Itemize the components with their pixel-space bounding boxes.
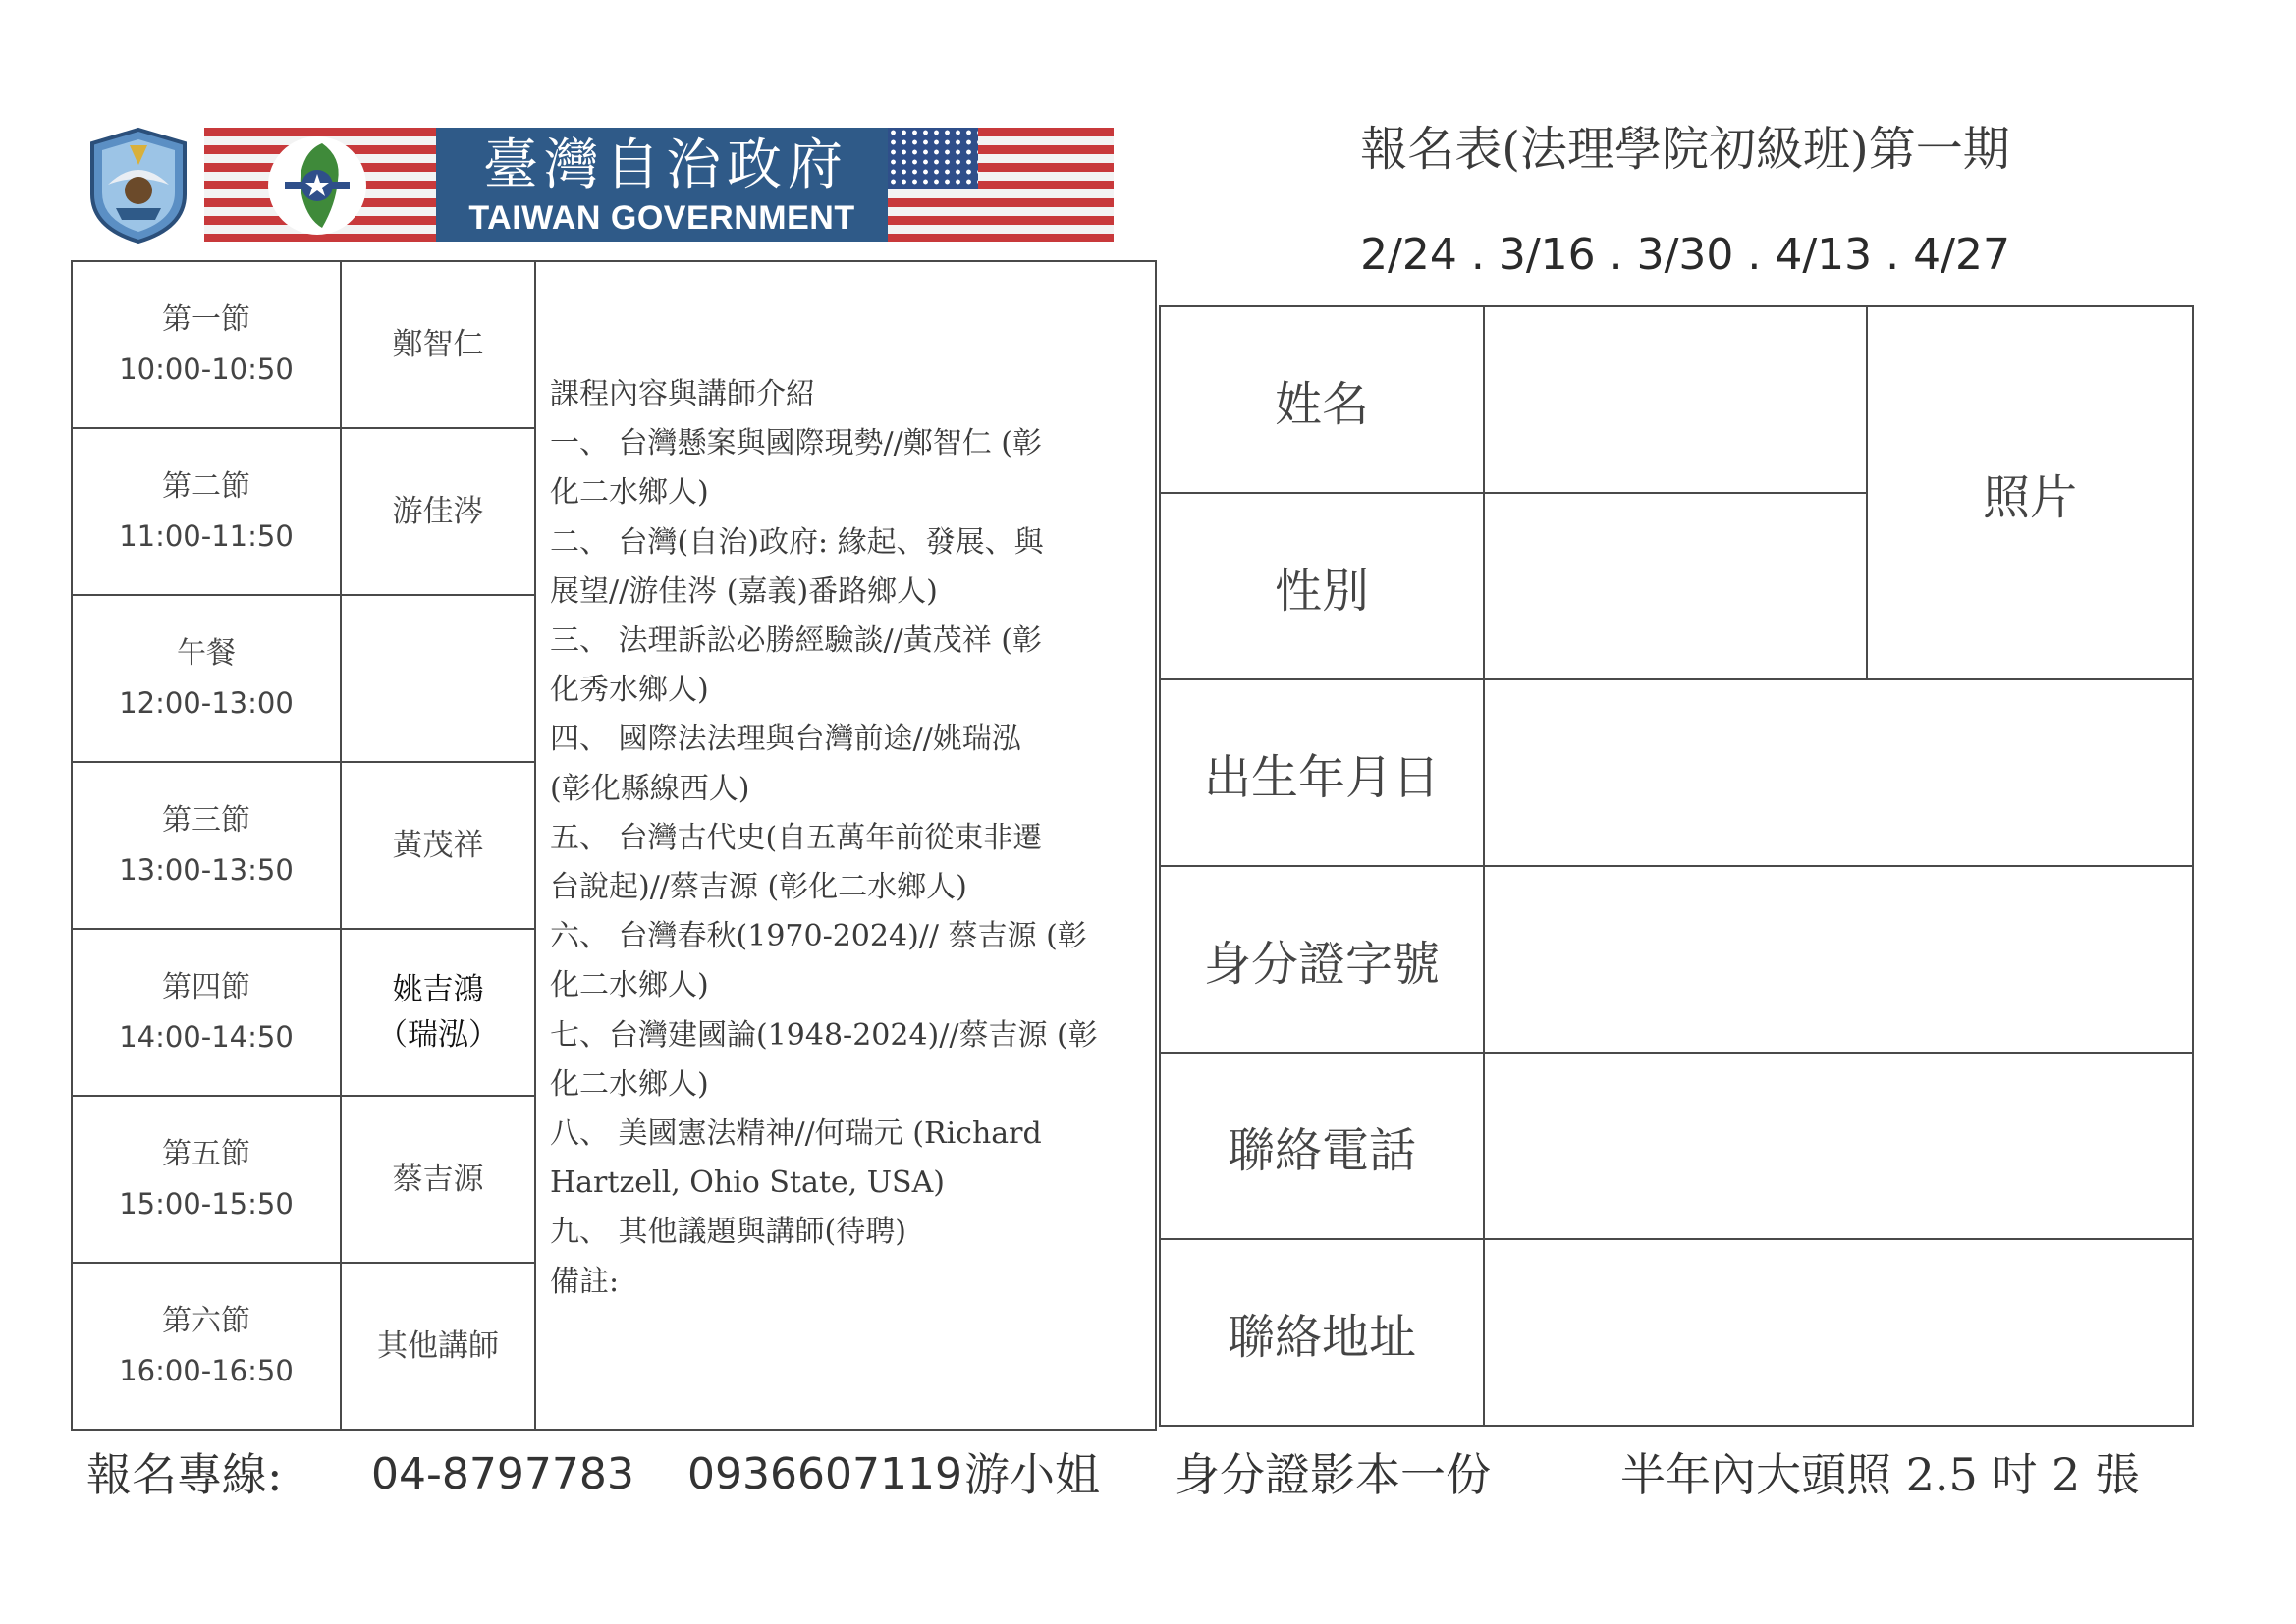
emblem-logo <box>86 126 191 245</box>
name-label: 姓名 <box>1160 306 1484 493</box>
banner-title-zh: 臺灣自治政府 <box>483 134 848 197</box>
hotline-phone-1: 04-8797783 <box>371 1449 634 1499</box>
flag-canton-stars <box>888 128 978 189</box>
content-line: 七、台灣建國論(1948-2024)//蔡吉源 (彰 <box>550 1017 1098 1053</box>
teacher-cell <box>341 1096 535 1263</box>
gender-label: 性別 <box>1160 493 1484 679</box>
content-line: 化秀水鄉人) <box>550 673 709 708</box>
reg-row-phone <box>1160 1053 2193 1239</box>
session-time: 16:00-16:50 <box>119 1354 294 1387</box>
session-time: 14:00-14:50 <box>119 1020 294 1054</box>
session-name: 第三節 <box>162 803 250 838</box>
class-dates: 2/24 . 3/16 . 3/30 . 4/13 . 4/27 <box>1360 230 2010 280</box>
teacher-cell <box>341 261 535 428</box>
teacher-cell <box>341 1263 535 1430</box>
content-line: 化二水鄉人) <box>550 968 709 1003</box>
session-cell <box>72 929 341 1096</box>
registration-table <box>1159 305 2194 1427</box>
teacher-name: 姚吉鴻 <box>392 972 484 1007</box>
content-line: 二、 台灣(自治)政府: 緣起、發展、與 <box>550 524 1044 560</box>
reg-row-address <box>1160 1239 2193 1426</box>
requirement-id-copy: 身分證影本一份 <box>1175 1448 1491 1501</box>
hotline-phone-2: 0936607119 <box>687 1449 962 1499</box>
id-number-label: 身分證字號 <box>1160 866 1484 1053</box>
session-time: 12:00-13:00 <box>119 686 294 720</box>
content-line: 化二水鄉人) <box>550 475 709 511</box>
schedule-table <box>71 260 1157 1431</box>
phone-field[interactable] <box>1484 1053 2193 1239</box>
address-label: 聯絡地址 <box>1160 1239 1484 1426</box>
teacher-name: 蔡吉源 <box>392 1162 484 1197</box>
session-cell <box>72 1263 341 1430</box>
content-line: 三、 法理訴訟必勝經驗談//黃茂祥 (彰 <box>550 623 1042 659</box>
header-banner <box>204 128 1114 242</box>
content-line: 五、 台灣古代史(自五萬年前從東非遷 <box>550 820 1043 855</box>
banner-title-en: TAIWAN GOVERNMENT <box>468 199 855 237</box>
contact-person: 游小姐 <box>964 1448 1100 1501</box>
reg-row-name <box>1160 306 2193 493</box>
content-line: Hartzell, Ohio State, USA) <box>550 1165 945 1201</box>
session-time: 10:00-10:50 <box>119 352 294 386</box>
taiwan-roundel-icon <box>267 135 367 236</box>
teacher-name: 鄭智仁 <box>392 327 484 362</box>
content-line: 備註: <box>550 1264 620 1299</box>
teacher-cell <box>341 929 535 1096</box>
phone-label: 聯絡電話 <box>1160 1053 1484 1239</box>
course-content-cell <box>535 261 1156 1430</box>
content-line: 一、 台灣懸案與國際現勢//鄭智仁 (彰 <box>550 426 1042 461</box>
content-line: 六、 台灣春秋(1970-2024)// 蔡吉源 (彰 <box>550 919 1087 954</box>
photo-box[interactable]: 照片 <box>1867 306 2193 679</box>
reg-row-birth <box>1160 679 2193 866</box>
content-line: 課程內容與講師介紹 <box>550 377 815 411</box>
session-name: 第二節 <box>162 469 250 504</box>
content-line: 四、 國際法法理與台灣前途//姚瑞泓 <box>550 722 1021 757</box>
teacher-alias: （瑞泓） <box>377 1017 499 1053</box>
teacher-name: 游佳涔 <box>392 494 484 529</box>
schedule-row <box>72 261 1156 428</box>
content-line: 台說起)//蔡吉源 (彰化二水鄉人) <box>550 870 967 905</box>
session-cell <box>72 261 341 428</box>
id-number-field[interactable] <box>1484 866 2193 1053</box>
address-field[interactable] <box>1484 1239 2193 1426</box>
session-time: 15:00-15:50 <box>119 1187 294 1220</box>
session-cell <box>72 762 341 929</box>
requirement-photo: 半年內大頭照 2.5 吋 2 張 <box>1620 1448 2140 1501</box>
session-cell <box>72 1096 341 1263</box>
session-name: 第一節 <box>162 302 250 337</box>
teacher-cell <box>341 762 535 929</box>
session-name: 第四節 <box>162 970 250 1004</box>
teacher-name: 其他講師 <box>377 1328 499 1364</box>
session-name: 第五節 <box>162 1137 250 1171</box>
teacher-name: 黃茂祥 <box>392 828 484 863</box>
hotline-label: 報名專線: <box>86 1448 283 1501</box>
content-line: 化二水鄉人) <box>550 1066 709 1102</box>
session-time: 11:00-11:50 <box>119 519 294 553</box>
session-time: 13:00-13:50 <box>119 853 294 887</box>
session-name: 第六節 <box>162 1304 250 1338</box>
session-cell <box>72 428 341 595</box>
teacher-cell-empty <box>341 595 535 762</box>
content-line: 八、 美國憲法精神//何瑞元 (Richard <box>550 1116 1042 1152</box>
session-cell <box>72 595 341 762</box>
birth-label: 出生年月日 <box>1160 679 1484 866</box>
gender-field[interactable] <box>1484 493 1867 679</box>
content-line: 九、 其他議題與講師(待聘) <box>550 1215 906 1250</box>
birth-field[interactable] <box>1484 679 2193 866</box>
content-line: (彰化縣線西人) <box>550 771 750 806</box>
name-field[interactable] <box>1484 306 1867 493</box>
session-name: 午餐 <box>177 636 236 671</box>
teacher-cell <box>341 428 535 595</box>
reg-row-id <box>1160 866 2193 1053</box>
content-line: 展望//游佳涔 (嘉義)番路鄉人) <box>550 573 938 609</box>
form-title: 報名表(法理學院初級班)第一期 <box>1360 122 2010 177</box>
